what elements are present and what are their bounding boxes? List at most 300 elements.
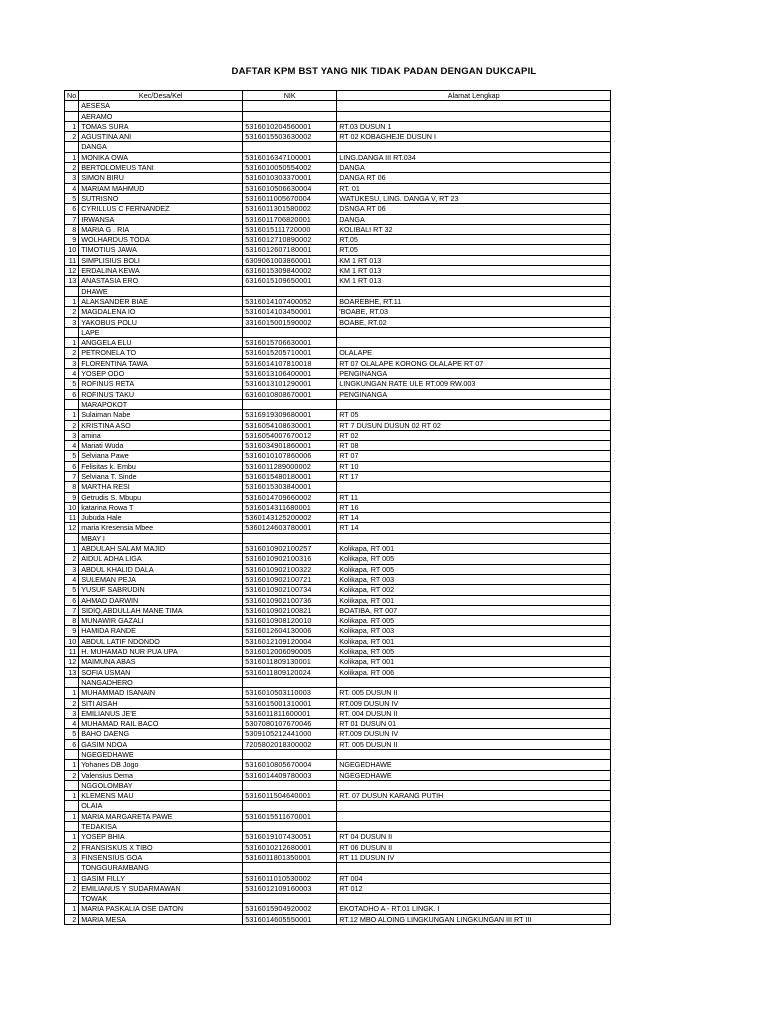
nik-cell: 5316015001310001 [243, 698, 337, 708]
table-row [65, 698, 611, 708]
desa-name-cell: NGGOLOMBAY [79, 780, 243, 790]
recipient-name-cell: IRWANSA [79, 214, 243, 224]
nik-cell: 5316010805670004 [243, 760, 337, 770]
nik-cell: 5316016347100001 [243, 152, 337, 162]
table-row [65, 369, 611, 379]
table-row [65, 688, 611, 698]
table-row [65, 348, 611, 358]
nik-cell [243, 327, 337, 337]
row-number-cell [65, 111, 79, 121]
row-number-cell [65, 399, 79, 409]
table-row [65, 193, 611, 203]
nik-cell: 5316013106400001 [243, 369, 337, 379]
group-row [65, 677, 611, 687]
nik-cell: 5316015480180001 [243, 471, 337, 481]
recipient-name-cell: Selviana Pawe [79, 451, 243, 461]
recipient-name-cell: SIMPLISIUS BOLI [79, 255, 243, 265]
row-number-cell: 1 [65, 791, 79, 801]
nik-cell: 5316012607180001 [243, 245, 337, 255]
desa-name-cell: AESESA [79, 101, 243, 111]
row-number-cell: 2 [65, 307, 79, 317]
table-row [65, 719, 611, 729]
group-row [65, 894, 611, 904]
nik-cell [243, 863, 337, 873]
nik-cell: 5316014605550001 [243, 914, 337, 924]
address-cell [337, 338, 611, 348]
row-number-cell: 1 [65, 152, 79, 162]
row-number-cell [65, 750, 79, 760]
recipient-name-cell: MAGDALENA IO [79, 307, 243, 317]
group-row [65, 801, 611, 811]
address-cell: LING.DANGA III RT.034 [337, 152, 611, 162]
row-number-cell: 1 [65, 410, 79, 420]
recipient-name-cell: MUHAMAD RAIL BACO [79, 719, 243, 729]
address-cell: RT.009 DUSUN IV [337, 729, 611, 739]
table-row [65, 317, 611, 327]
table-row [65, 811, 611, 821]
desa-name-cell: NANGADHERO [79, 677, 243, 687]
nik-cell: 5316014709660002 [243, 492, 337, 502]
nik-cell: 5316015205710001 [243, 348, 337, 358]
table-row [65, 708, 611, 718]
recipient-name-cell: Felisitas k. Embu [79, 461, 243, 471]
address-cell: Kolikapa, RT 003 [337, 626, 611, 636]
address-cell: RT 11 DUSUN IV [337, 852, 611, 862]
desa-name-cell: TONGGURAMBANG [79, 863, 243, 873]
desa-name-cell: OLAIA [79, 801, 243, 811]
table-row [65, 729, 611, 739]
nik-cell: 5360124603780001 [243, 523, 337, 533]
table-row [65, 235, 611, 245]
table-row [65, 832, 611, 842]
address-cell: RT.12 MBO ALOING LINGKUNGAN LINGKUNGAN III RT III [337, 914, 611, 924]
address-cell [337, 863, 611, 873]
recipient-name-cell: SIMON BIRU [79, 173, 243, 183]
recipient-name-cell: YOSEP BHIA [79, 832, 243, 842]
nik-cell: 5316012006090005 [243, 647, 337, 657]
recipient-name-cell: MUNAWIR GAZALI [79, 616, 243, 626]
recipient-name-cell: MAIMUNA ABAS [79, 657, 243, 667]
address-cell [337, 801, 611, 811]
table-row [65, 873, 611, 883]
row-number-cell [65, 286, 79, 296]
group-row [65, 142, 611, 152]
row-number-cell: 2 [65, 554, 79, 564]
address-cell: Kolikapa. RT 005 [337, 616, 611, 626]
row-number-cell: 2 [65, 914, 79, 924]
table-row [65, 441, 611, 451]
nik-cell: 5316010902100821 [243, 605, 337, 615]
recipient-name-cell: MARIA PASKALIA OSE DATON [79, 904, 243, 914]
address-cell: 'BOABE, RT.03 [337, 307, 611, 317]
group-row [65, 863, 611, 873]
table-row [65, 883, 611, 893]
address-cell: Kolikapa, RT 002 [337, 585, 611, 595]
table-row [65, 585, 611, 595]
row-number-cell: 3 [65, 358, 79, 368]
address-cell: Kolikapa, RT 005 [337, 647, 611, 657]
address-cell: Kolikapa, RT 005 [337, 564, 611, 574]
recipient-name-cell: PETRONELA TO [79, 348, 243, 358]
recipient-name-cell: ABDUL KHALID DALA [79, 564, 243, 574]
address-cell [337, 894, 611, 904]
table-row [65, 461, 611, 471]
recipient-name-cell: MARIA G . RIA [79, 224, 243, 234]
nik-cell: 5316010503110003 [243, 688, 337, 698]
nik-cell: 5316010902100721 [243, 574, 337, 584]
address-cell [337, 142, 611, 152]
recipient-name-cell: ABDUL LATIF NDONDO [79, 636, 243, 646]
row-number-cell: 10 [65, 502, 79, 512]
row-number-cell: 8 [65, 482, 79, 492]
desa-name-cell: MARAPOKOT [79, 399, 243, 409]
nik-cell: 5316019107430051 [243, 832, 337, 842]
recipient-name-cell: Mariati Wuda [79, 441, 243, 451]
recipient-name-cell: SITI AISAH [79, 698, 243, 708]
row-number-cell [65, 533, 79, 543]
table-row [65, 904, 611, 914]
row-number-cell: 1 [65, 296, 79, 306]
recipient-name-cell: KLEMENS MAU [79, 791, 243, 801]
row-number-cell: 2 [65, 883, 79, 893]
row-number-cell: 12 [65, 523, 79, 533]
row-number-cell [65, 677, 79, 687]
row-number-cell [65, 822, 79, 832]
row-number-cell: 6 [65, 389, 79, 399]
row-number-cell: 2 [65, 698, 79, 708]
nik-cell: 3316015001590002 [243, 317, 337, 327]
nik-cell [243, 286, 337, 296]
address-cell: Kolikapa, RT 001 [337, 544, 611, 554]
recipient-name-cell: AHMAD DARWIN [79, 595, 243, 605]
row-number-cell: 5 [65, 379, 79, 389]
nik-cell: 5316010902100257 [243, 544, 337, 554]
address-cell: BOAREBHE, RT.11 [337, 296, 611, 306]
recipient-name-cell: katarina Rowa T [79, 502, 243, 512]
row-number-cell: 5 [65, 729, 79, 739]
nik-cell [243, 111, 337, 121]
nik-cell: 5316015111720000 [243, 224, 337, 234]
row-number-cell: 1 [65, 811, 79, 821]
desa-name-cell: DHAWE [79, 286, 243, 296]
row-number-cell: 7 [65, 605, 79, 615]
address-cell: RT.05 [337, 245, 611, 255]
table-row [65, 616, 611, 626]
table-row [65, 647, 611, 657]
nik-cell [243, 101, 337, 111]
row-number-cell: 6 [65, 204, 79, 214]
recipient-name-cell: GASIM FILLY [79, 873, 243, 883]
address-cell: RT 05 [337, 410, 611, 420]
nik-cell: 5316010107860006 [243, 451, 337, 461]
table-row [65, 791, 611, 801]
nik-cell: 7205802018300002 [243, 739, 337, 749]
address-cell: DSNGA RT 06 [337, 204, 611, 214]
recipient-name-cell: YAKOBUS POLU [79, 317, 243, 327]
recipient-name-cell: Valensius Dema [79, 770, 243, 780]
table-row [65, 523, 611, 533]
recipient-name-cell: MUHAMMAD ISANAIN [79, 688, 243, 698]
recipient-name-cell: MONIKA OWA [79, 152, 243, 162]
address-cell: KM 1 RT 013 [337, 266, 611, 276]
address-cell: RT 02 [337, 430, 611, 440]
row-number-cell: 4 [65, 183, 79, 193]
table-row [65, 760, 611, 770]
nik-cell: 5316011809130001 [243, 657, 337, 667]
address-cell: NGEGEDHAWE [337, 770, 611, 780]
table-row [65, 204, 611, 214]
table-row [65, 842, 611, 852]
nik-cell: 5316014107400052 [243, 296, 337, 306]
recipient-name-cell: Selviana T. Sinde [79, 471, 243, 481]
table-row [65, 214, 611, 224]
nik-cell: 6316015309840002 [243, 266, 337, 276]
address-cell [337, 750, 611, 760]
recipient-name-cell: GASIM NDOA [79, 739, 243, 749]
desa-name-cell: TEDAKISA [79, 822, 243, 832]
group-row [65, 750, 611, 760]
recipient-name-cell: Yohanes DB Jogo [79, 760, 243, 770]
address-cell: BOATIBA, RT 007 [337, 605, 611, 615]
address-cell: RT 07 [337, 451, 611, 461]
table-row [65, 379, 611, 389]
table-row [65, 152, 611, 162]
address-cell [337, 533, 611, 543]
nik-cell: 5316012109160003 [243, 883, 337, 893]
address-cell: RT 012 [337, 883, 611, 893]
table-row [65, 626, 611, 636]
address-cell [337, 286, 611, 296]
row-number-cell [65, 863, 79, 873]
row-number-cell [65, 780, 79, 790]
address-cell: DANGA RT 06 [337, 173, 611, 183]
table-row [65, 482, 611, 492]
nik-cell [243, 822, 337, 832]
recipient-name-cell: SULEMAN PEJA [79, 574, 243, 584]
address-cell: LINGKUNGAN RATE ULE RT.009 RW.003 [337, 379, 611, 389]
table-row [65, 492, 611, 502]
address-cell: NGEGEDHAWE [337, 760, 611, 770]
table-row [65, 852, 611, 862]
nik-cell: 5316010050554002 [243, 163, 337, 173]
address-cell: WATUKESU, LING. DANGA V, RT 23 [337, 193, 611, 203]
nik-cell [243, 894, 337, 904]
row-number-cell [65, 101, 79, 111]
address-cell [337, 822, 611, 832]
address-cell: PENGINANGA [337, 389, 611, 399]
recipient-name-cell: HAMIDA RANDE [79, 626, 243, 636]
recipient-name-cell: SUTRISNO [79, 193, 243, 203]
address-cell: RT 14 [337, 513, 611, 523]
row-number-cell: 1 [65, 544, 79, 554]
table-row [65, 574, 611, 584]
nik-cell: 5316919309680001 [243, 410, 337, 420]
nik-cell: 5316010902100734 [243, 585, 337, 595]
row-number-cell: 7 [65, 471, 79, 481]
address-cell: RT 004 [337, 873, 611, 883]
recipient-name-cell: H. MUHAMAD NUR PUA UPA [79, 647, 243, 657]
recipient-name-cell: amina [79, 430, 243, 440]
table-row [65, 471, 611, 481]
row-number-cell: 1 [65, 904, 79, 914]
nik-cell: 6316010808670001 [243, 389, 337, 399]
row-number-cell: 2 [65, 842, 79, 852]
nik-cell: 5316012604130006 [243, 626, 337, 636]
nik-cell: 5316015511670001 [243, 811, 337, 821]
row-number-cell: 3 [65, 852, 79, 862]
row-number-cell: 9 [65, 235, 79, 245]
address-cell: OLALAPE [337, 348, 611, 358]
address-cell: RT 08 [337, 441, 611, 451]
address-cell: RT 16 [337, 502, 611, 512]
row-number-cell: 3 [65, 173, 79, 183]
nik-cell [243, 399, 337, 409]
address-cell [337, 780, 611, 790]
nik-cell: 5360143125200002 [243, 513, 337, 523]
table-row [65, 338, 611, 348]
nik-cell: 5316011809120024 [243, 667, 337, 677]
kpm-table [64, 90, 611, 925]
address-cell [337, 399, 611, 409]
row-number-cell: 4 [65, 574, 79, 584]
table-header-row [65, 91, 611, 101]
nik-cell: 5316010902100316 [243, 554, 337, 564]
row-number-cell: 4 [65, 719, 79, 729]
desa-name-cell: DANGA [79, 142, 243, 152]
table-row [65, 739, 611, 749]
group-row [65, 327, 611, 337]
table-row [65, 224, 611, 234]
address-cell: Kolikapa, RT 003 [337, 574, 611, 584]
recipient-name-cell: YUSUF SABRUDIN [79, 585, 243, 595]
address-cell [337, 111, 611, 121]
address-cell: RT. 005 DUSUN II [337, 688, 611, 698]
address-cell: RT. 004 DUSUN II [337, 708, 611, 718]
row-number-cell: 11 [65, 255, 79, 265]
nik-cell: 6309061003860001 [243, 255, 337, 265]
recipient-name-cell: CYRILLUS C FERNANDEZ [79, 204, 243, 214]
desa-name-cell: TOWAK [79, 894, 243, 904]
address-cell: EKOTADHO A - RT.01 LINGK. I [337, 904, 611, 914]
nik-cell: 5316011289000002 [243, 461, 337, 471]
nik-cell: 5316011706820001 [243, 214, 337, 224]
recipient-name-cell: MARTHA RESI [79, 482, 243, 492]
row-number-cell [65, 327, 79, 337]
row-number-cell: 2 [65, 420, 79, 430]
address-cell: RT 10 [337, 461, 611, 471]
row-number-cell: 11 [65, 513, 79, 523]
nik-cell: 5316034901860001 [243, 441, 337, 451]
recipient-name-cell: ALAKSANDER BIAE [79, 296, 243, 306]
column-header-alamat: Alamat Lengkap [337, 91, 611, 101]
nik-cell: 5316010303370001 [243, 173, 337, 183]
table-row [65, 389, 611, 399]
address-cell: RT 7 DUSUN DUSUN 02 RT 02 [337, 420, 611, 430]
nik-cell [243, 533, 337, 543]
recipient-name-cell: AIDUL ADHA LIGA [79, 554, 243, 564]
recipient-name-cell: WOLHARDUS TODA [79, 235, 243, 245]
nik-cell: 5316011301580002 [243, 204, 337, 214]
row-number-cell: 4 [65, 369, 79, 379]
address-cell: BOABE, RT.02 [337, 317, 611, 327]
recipient-name-cell: BAHO DAENG [79, 729, 243, 739]
row-number-cell: 1 [65, 688, 79, 698]
address-cell: Kolikapa, RT 001 [337, 657, 611, 667]
table-body [65, 101, 611, 925]
nik-cell [243, 780, 337, 790]
recipient-name-cell: TIMOTIUS JAWA [79, 245, 243, 255]
group-row [65, 533, 611, 543]
recipient-name-cell: ANGGELA ELU [79, 338, 243, 348]
row-number-cell: 3 [65, 430, 79, 440]
address-cell: RT. 07 DUSUN KARANG PUTIH [337, 791, 611, 801]
nik-cell: 5316014409780003 [243, 770, 337, 780]
nik-cell: 5316015503630002 [243, 132, 337, 142]
table-row [65, 296, 611, 306]
nik-cell: 6316015109650001 [243, 276, 337, 286]
recipient-name-cell: MARIA MESA [79, 914, 243, 924]
table-row [65, 255, 611, 265]
recipient-name-cell: ERDALINA KEWA [79, 266, 243, 276]
desa-name-cell: NGEGEDHAWE [79, 750, 243, 760]
group-row [65, 399, 611, 409]
address-cell: RT 01 DUSUN 01 [337, 719, 611, 729]
table-row [65, 636, 611, 646]
address-cell: KM 1 RT 013 [337, 255, 611, 265]
nik-cell: 5316015706630001 [243, 338, 337, 348]
recipient-name-cell: AGUSTINA ANI [79, 132, 243, 142]
nik-cell: 5316010506630004 [243, 183, 337, 193]
row-number-cell: 3 [65, 317, 79, 327]
desa-name-cell: MBAY I [79, 533, 243, 543]
desa-name-cell: AERAMO [79, 111, 243, 121]
row-number-cell: 12 [65, 266, 79, 276]
address-cell: RT 17 [337, 471, 611, 481]
recipient-name-cell: maria Kresensia Mbee [79, 523, 243, 533]
row-number-cell: 12 [65, 657, 79, 667]
table-row [65, 564, 611, 574]
table-row [65, 502, 611, 512]
row-number-cell: 1 [65, 873, 79, 883]
row-number-cell: 8 [65, 224, 79, 234]
recipient-name-cell: TOMAS SURA [79, 121, 243, 131]
nik-cell: 5316011801350001 [243, 852, 337, 862]
table-row [65, 544, 611, 554]
row-number-cell: 13 [65, 276, 79, 286]
nik-cell: 5316015904920002 [243, 904, 337, 914]
table-row [65, 276, 611, 286]
row-number-cell [65, 894, 79, 904]
address-cell: DANGA [337, 214, 611, 224]
row-number-cell: 5 [65, 585, 79, 595]
nik-cell: 5316012710890002 [243, 235, 337, 245]
table-row [65, 121, 611, 131]
address-cell: RT 14 [337, 523, 611, 533]
address-cell: RT. 01 [337, 183, 611, 193]
address-cell: Kolikapa. RT 006 [337, 667, 611, 677]
table-row [65, 914, 611, 924]
nik-cell: 5316010212680001 [243, 842, 337, 852]
address-cell [337, 677, 611, 687]
address-cell: Kolikapa, RT 005 [337, 554, 611, 564]
row-number-cell: 11 [65, 647, 79, 657]
column-header-nik: NIK [243, 91, 337, 101]
table-row [65, 163, 611, 173]
table-row [65, 554, 611, 564]
table-row [65, 183, 611, 193]
table-row [65, 245, 611, 255]
recipient-name-cell: ABDULAH SALAM MAJID [79, 544, 243, 554]
